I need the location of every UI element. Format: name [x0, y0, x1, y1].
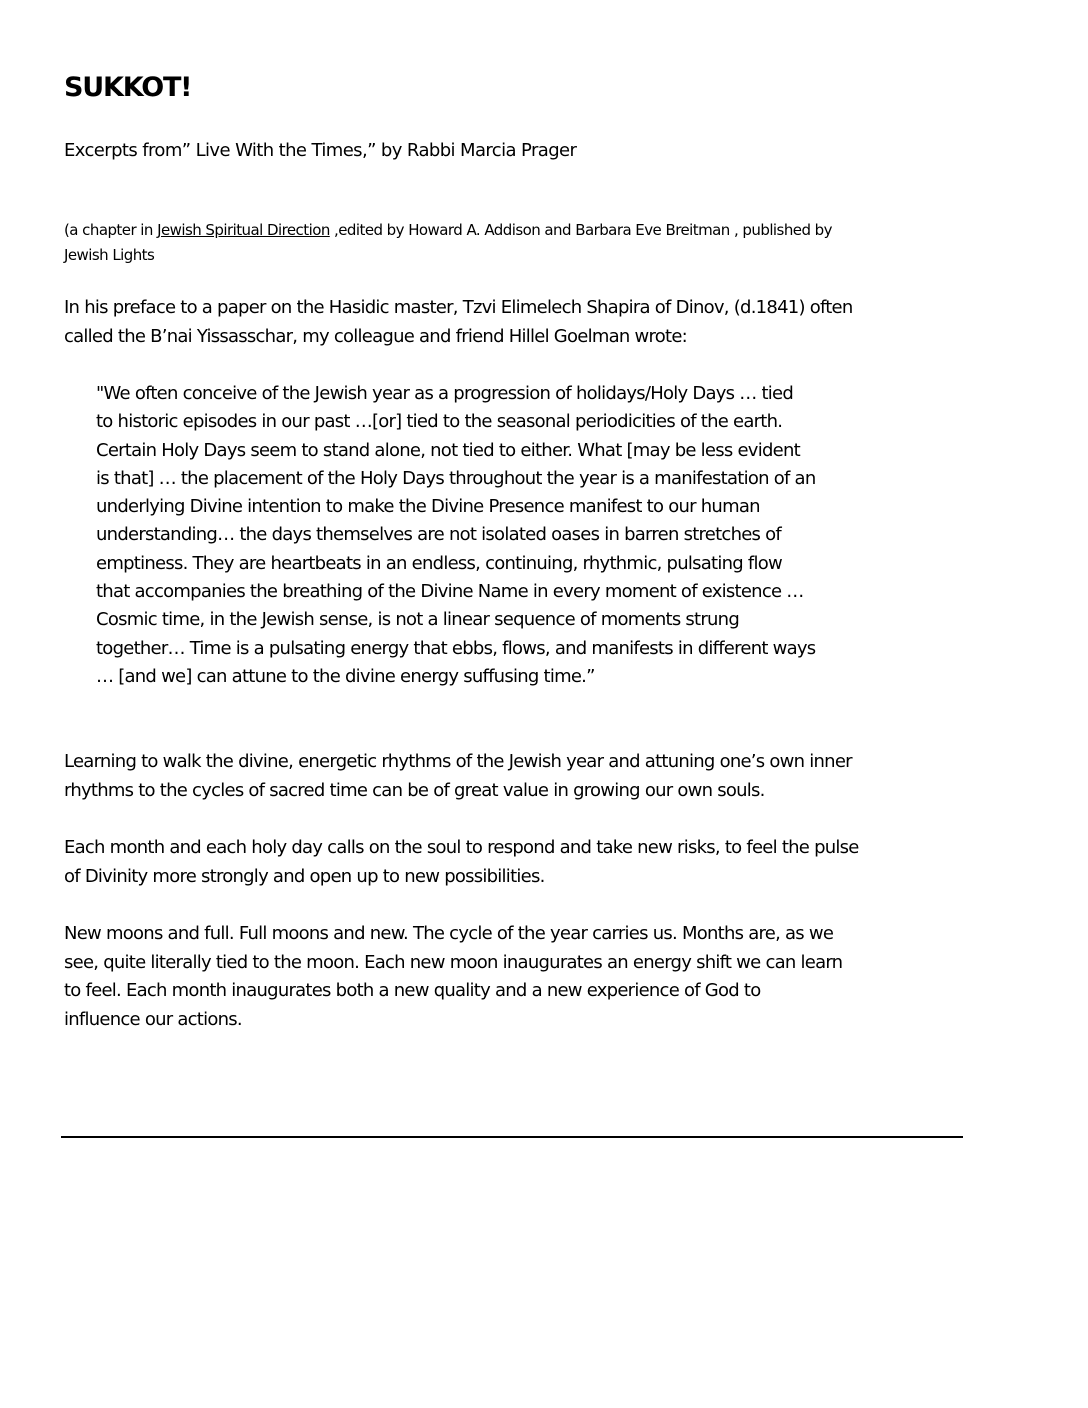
paragraph-line: see, quite literally tied to the moon. Each new moon inaugurates an energy shift we can learn: [64, 951, 843, 973]
paragraph-moons: [64, 920, 974, 1034]
citation-suffix: ,edited by Howard A. Addison and Barbara Eve Breitman , published by: [329, 221, 832, 239]
quote-line: that accompanies the breathing of the Divine Name in every moment of existence …: [96, 581, 804, 603]
quote-line: "We often conceive of the Jewish year as a progression of holidays/Holy Days … tied: [96, 383, 794, 404]
quote-line: emptiness. They are heartbeats in an endless, continuing, rhythmic, pulsating flow: [96, 552, 782, 574]
paragraph-each-month: [64, 834, 974, 891]
citation-prefix: (a chapter in: [64, 221, 158, 239]
paragraph-learning: [64, 748, 974, 805]
quote-line: to historic episodes in our past …[or] tied to the seasonal periodicities of the earth.: [96, 411, 783, 433]
block-quote: [96, 380, 926, 691]
paragraph-line: rhythms to the cycles of sacred time can be of great value in growing our own souls.: [64, 779, 765, 801]
book-title-link[interactable]: Jewish Spiritual Direction: [157, 221, 330, 239]
quote-line: … [and we] can attune to the divine energy suffusing time.”: [96, 665, 595, 687]
paragraph-line: New moons and full. Full moons and new. The cycle of the year carries us. Months are, as we: [64, 923, 834, 944]
citation: [64, 218, 964, 268]
quote-line: is that] … the placement of the Holy Days throughout the year is a manifestation of an: [96, 467, 816, 489]
quote-line: Certain Holy Days seem to stand alone, not tied to either. What [may be less evident: [96, 439, 800, 461]
paragraph-line: influence our actions.: [64, 1008, 242, 1030]
intro-paragraph: [64, 294, 974, 351]
paragraph-line: to feel. Each month inaugurates both a new quality and a new experience of God to: [64, 980, 761, 1001]
document-subtitle: Excerpts from” Live With the Times,” by Rabbi Marcia Prager: [64, 140, 577, 161]
footnote-separator-rule: [61, 1136, 963, 1138]
intro-line: In his preface to a paper on the Hasidic master, Tzvi Elimelech Shapira of Dinov, (d.1841) often: [64, 297, 853, 318]
paragraph-line: Each month and each holy day calls on the soul to respond and take new risks, to feel the pulse: [64, 837, 859, 858]
quote-line: together… Time is a pulsating energy that ebbs, flows, and manifests in different ways: [96, 637, 816, 659]
intro-line: called the B’nai Yissasschar, my colleague and friend Hillel Goelman wrote:: [64, 325, 687, 347]
quote-line: underlying Divine intention to make the Divine Presence manifest to our human: [96, 496, 760, 518]
quote-line: Cosmic time, in the Jewish sense, is not a linear sequence of moments strung: [96, 609, 740, 631]
quote-line: understanding… the days themselves are not isolated oases in barren stretches of: [96, 524, 782, 546]
paragraph-line: of Divinity more strongly and open up to new possibilities.: [64, 865, 545, 887]
paragraph-line: Learning to walk the divine, energetic rhythms of the Jewish year and attuning one’s own inner: [64, 751, 852, 772]
citation-publisher: Jewish Lights: [64, 246, 155, 264]
document-title: SUKKOT!: [64, 72, 192, 103]
